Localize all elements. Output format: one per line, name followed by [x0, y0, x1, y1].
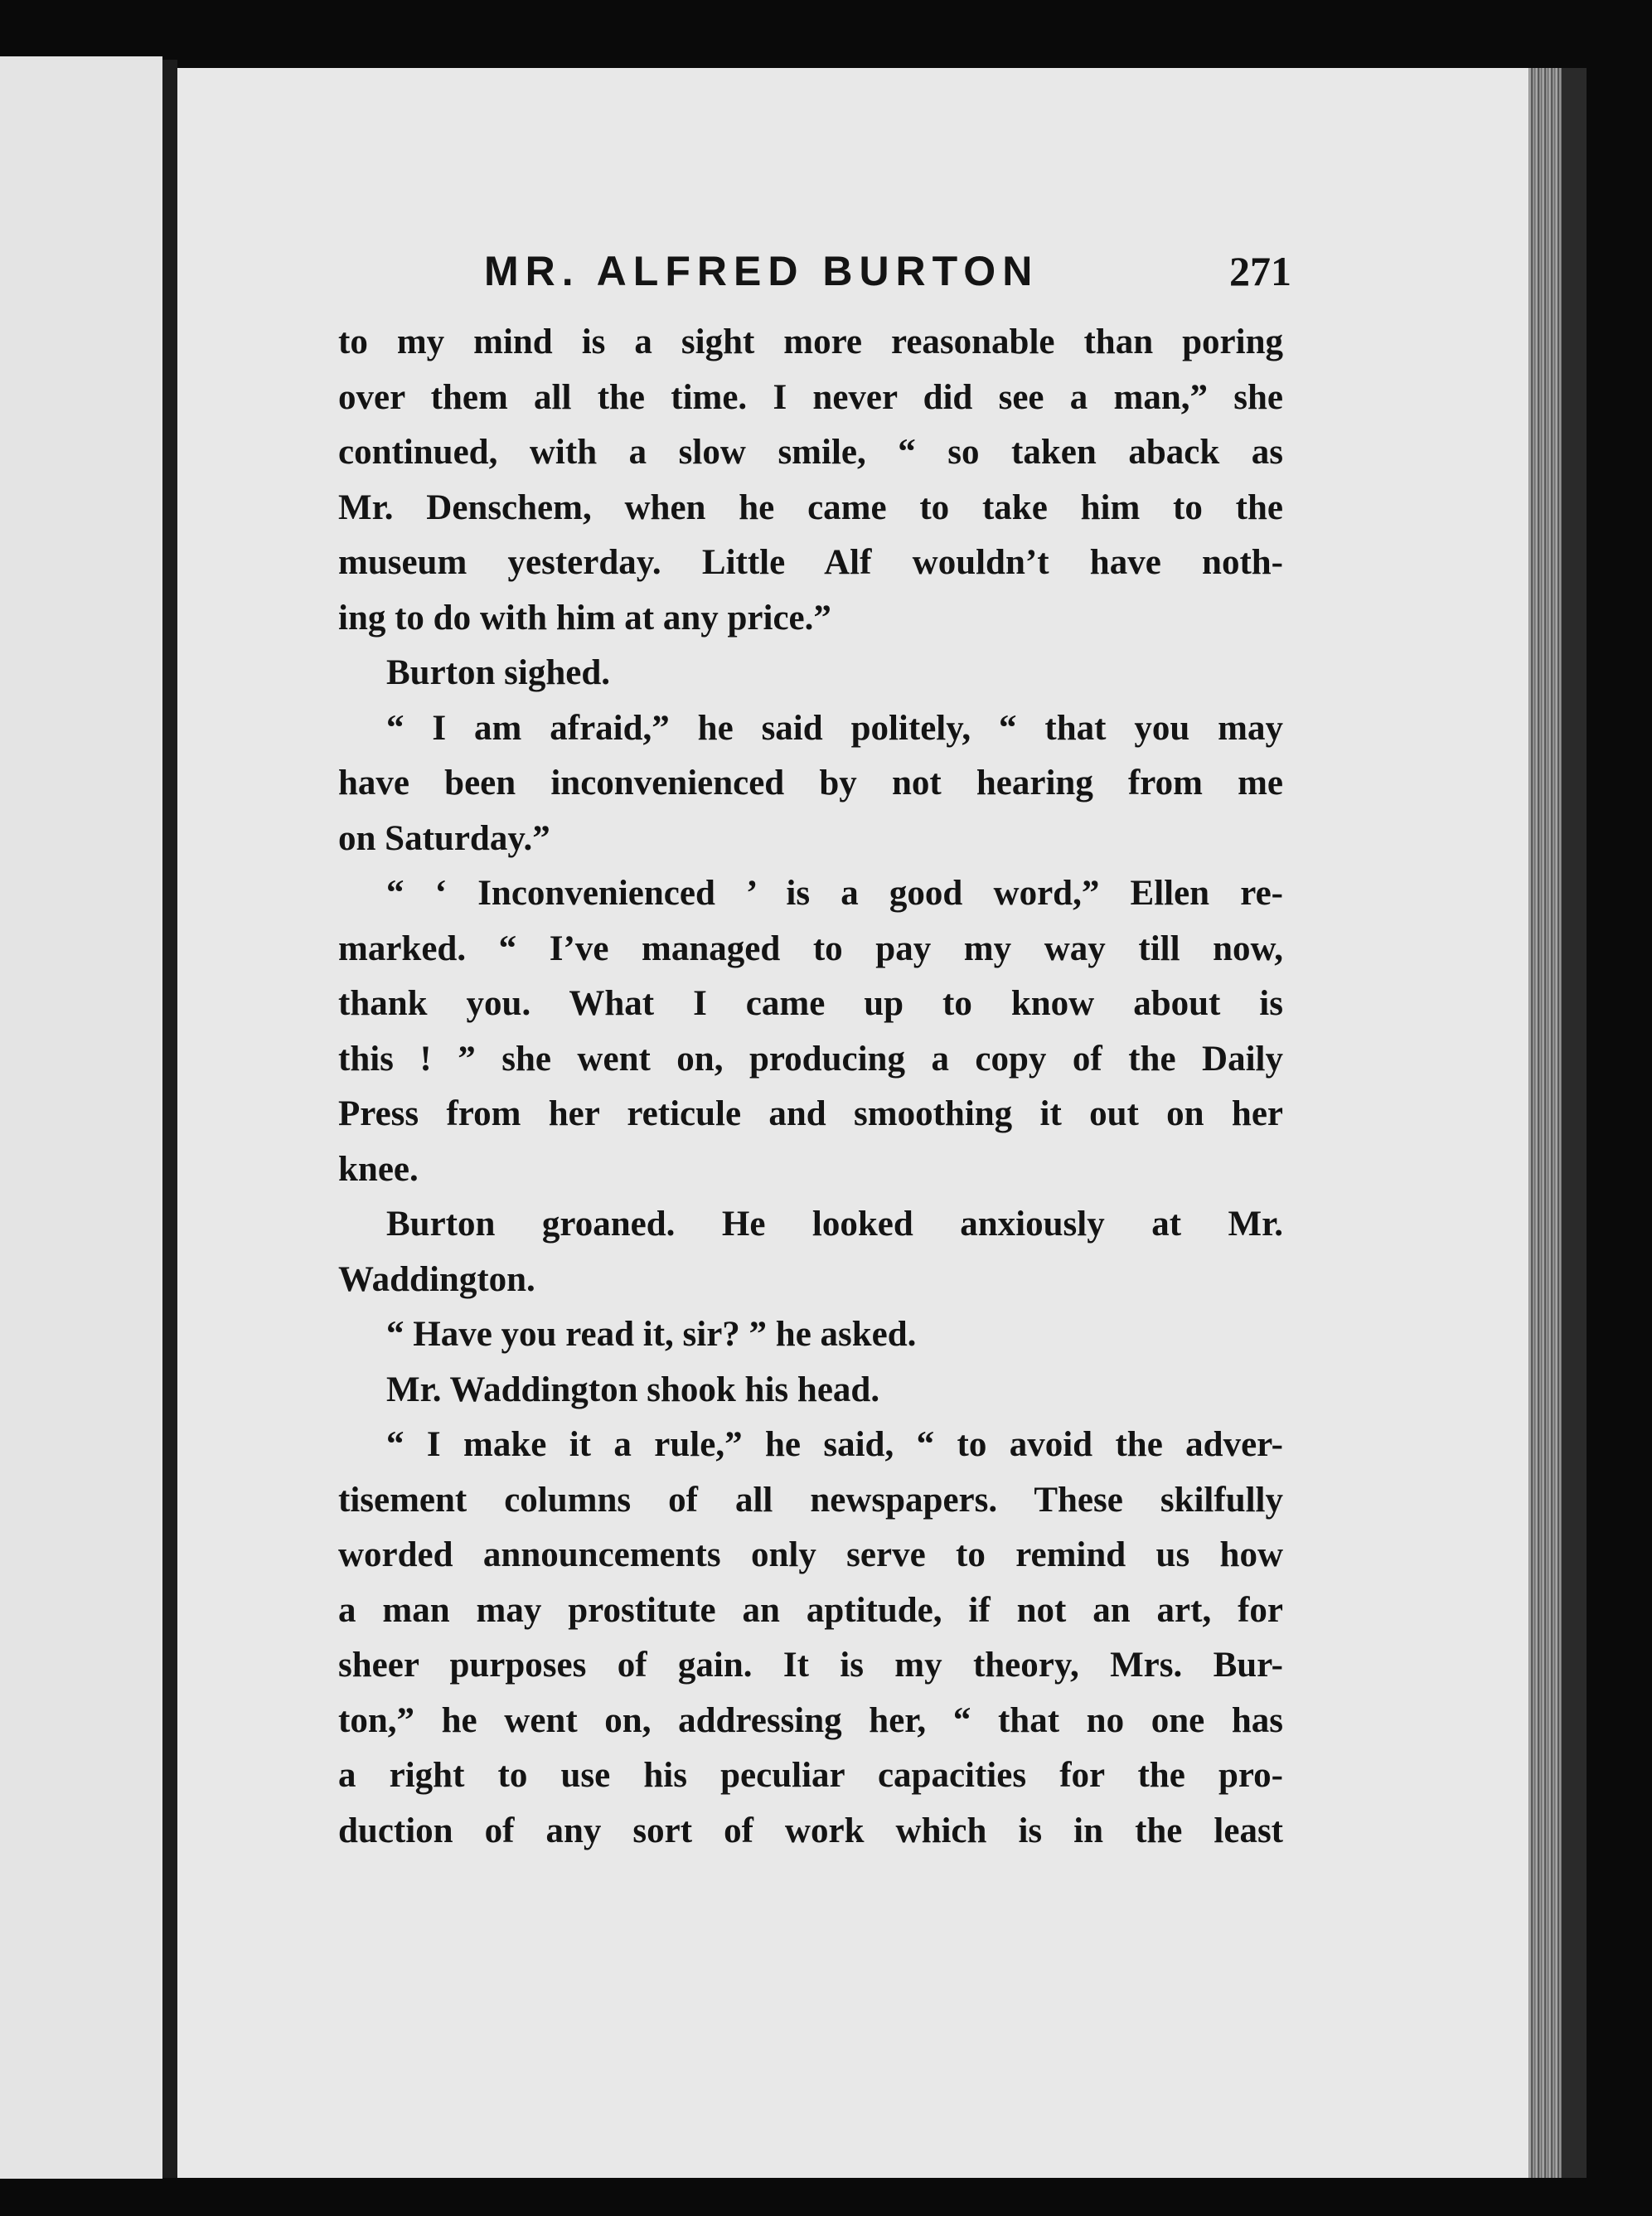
text-line: knee. [338, 1149, 419, 1189]
text-line: on Saturday.” [338, 818, 550, 858]
text-line: to my mind is a sight more reasonable than poring [338, 322, 1283, 361]
text-line: ton,” he went on, addressing her, “ that no one has [338, 1700, 1283, 1740]
text-line: have been inconvenienced by not hearing from me [338, 764, 1283, 803]
page-header [484, 247, 1313, 305]
text-line: tisement columns of all newspapers. These skilfully [338, 1480, 1283, 1520]
text-line: Mr. Denschem, when he came to take him to the [338, 487, 1283, 527]
text-line: a right to use his peculiar capacities for the pro- [338, 1756, 1283, 1795]
book-cover-edge [1562, 68, 1587, 2178]
page-number: 271 [1229, 248, 1291, 294]
text-line: over them all the time. I never did see a man,” she [338, 377, 1283, 417]
body-text [338, 315, 1283, 1859]
text-line: ing to do with him at any price.” [338, 598, 831, 638]
running-head: MR. ALFRED BURTON [484, 248, 1039, 294]
text-line: museum yesterday. Little Alf wouldn’t have noth- [338, 543, 1283, 582]
text-line: sheer purposes of gain. It is my theory, Mrs. Bur- [338, 1646, 1283, 1685]
text-line: a man may prostitute an aptitude, if not an art, for [338, 1590, 1283, 1630]
text-line: continued, with a slow smile, “ so taken aback as [338, 433, 1283, 472]
text-line: Press from her reticule and smoothing it out on her [338, 1094, 1283, 1133]
text-line: “ I make it a rule,” he said, “ to avoid the adver- [386, 1425, 1283, 1464]
text-line: this ! ” she went on, producing a copy of the Daily [338, 1039, 1283, 1079]
text-line: Burton groaned. He looked anxiously at Mr. [386, 1205, 1283, 1244]
page-stack-edge [1528, 68, 1562, 2178]
text-line: worded announcements only serve to remind us how [338, 1535, 1283, 1574]
text-line: duction of any sort of work which is in the least [338, 1811, 1283, 1850]
text-line: “ ‘ Inconvenienced ’ is a good word,” Ellen re- [386, 874, 1283, 913]
text-line: “ Have you read it, sir? ” he asked. [386, 1315, 917, 1354]
text-line: “ I am afraid,” he said politely, “ that you may [386, 708, 1283, 748]
text-line: Burton sighed. [386, 653, 611, 692]
text-line: thank you. What I came up to know about is [338, 984, 1283, 1023]
facing-page-edge [0, 56, 162, 2179]
text-line: Waddington. [338, 1259, 535, 1299]
text-line: Mr. Waddington shook his head. [386, 1370, 880, 1409]
book-gutter [162, 60, 177, 2178]
text-line: marked. “ I’ve managed to pay my way till now, [338, 929, 1283, 968]
